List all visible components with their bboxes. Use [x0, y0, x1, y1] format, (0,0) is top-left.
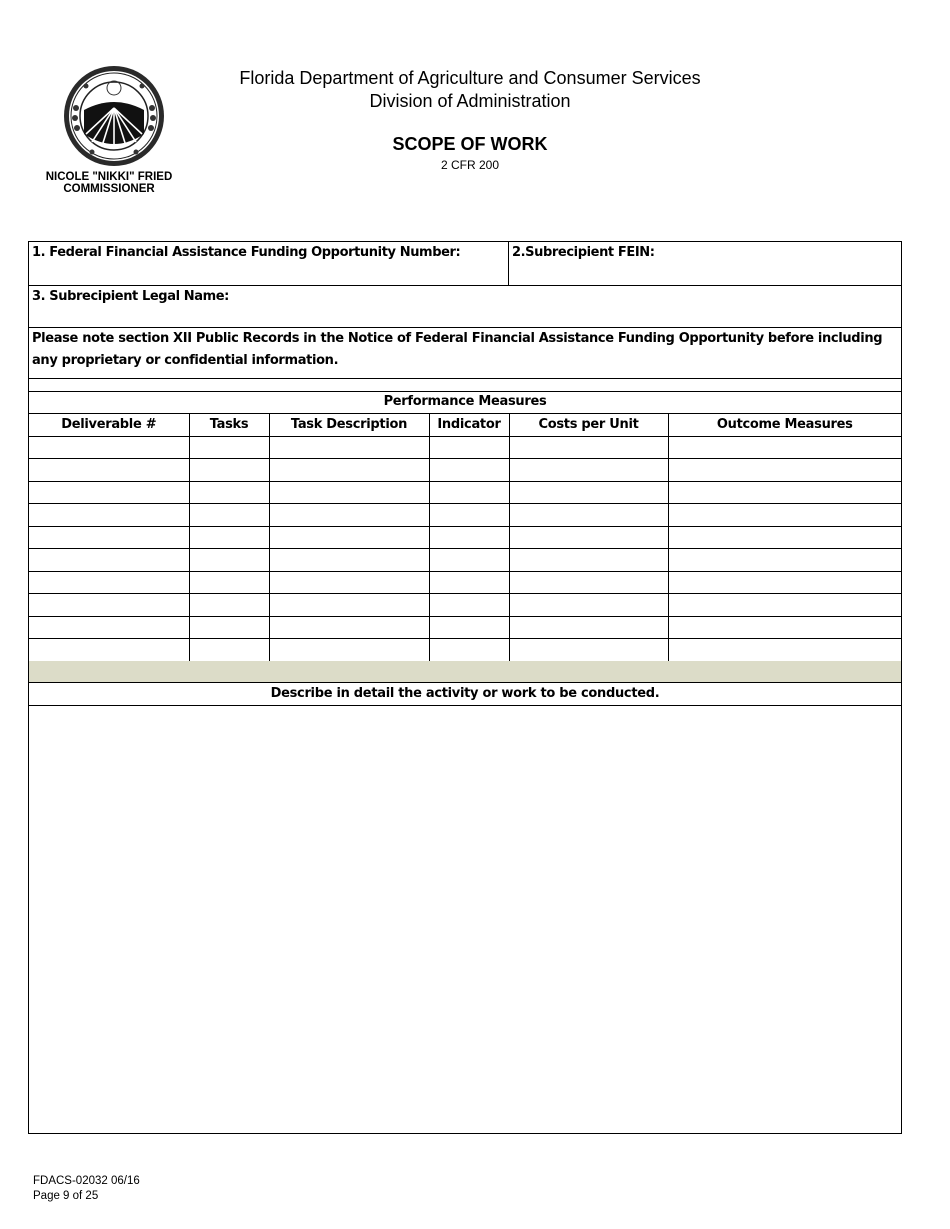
table-cell[interactable]	[29, 481, 189, 504]
table-cell[interactable]	[189, 594, 269, 617]
table-cell[interactable]	[668, 549, 901, 572]
performance-measures-body	[29, 436, 901, 661]
table-cell[interactable]	[668, 571, 901, 594]
table-row	[29, 594, 901, 617]
table-cell[interactable]	[269, 481, 429, 504]
form-row-note	[29, 328, 901, 379]
table-cell[interactable]	[29, 616, 189, 639]
table-cell[interactable]	[29, 459, 189, 482]
describe-activity-label: Describe in detail the activity or work to be conducted.	[29, 683, 901, 706]
table-cell[interactable]	[189, 549, 269, 572]
table-cell[interactable]	[429, 504, 509, 527]
column-header-task-description: Task Description	[269, 414, 429, 437]
table-cell[interactable]	[269, 549, 429, 572]
table-cell[interactable]	[509, 436, 668, 459]
table-cell[interactable]	[668, 594, 901, 617]
table-cell[interactable]	[509, 616, 668, 639]
page-subtitle: 2 CFR 200	[440, 158, 500, 172]
table-cell[interactable]	[269, 436, 429, 459]
column-header-outcome-measures: Outcome Measures	[668, 414, 901, 437]
header-organization	[215, 67, 725, 113]
table-cell[interactable]	[668, 616, 901, 639]
table-cell[interactable]	[429, 481, 509, 504]
table-cell[interactable]	[509, 571, 668, 594]
table-cell[interactable]	[269, 594, 429, 617]
form-row-ids	[29, 242, 901, 286]
commissioner-title: COMMISSIONER	[63, 183, 155, 195]
subrecipient-legal-name-field[interactable]: 3. Subrecipient Legal Name:	[32, 289, 229, 304]
table-cell[interactable]	[269, 526, 429, 549]
table-cell[interactable]	[269, 504, 429, 527]
table-row	[29, 616, 901, 639]
organization-name: Florida Department of Agriculture and Consumer Services	[239, 68, 701, 88]
table-cell[interactable]	[429, 571, 509, 594]
table-cell[interactable]	[29, 594, 189, 617]
table-cell[interactable]	[29, 436, 189, 459]
table-cell[interactable]	[189, 639, 269, 662]
table-row	[29, 504, 901, 527]
table-cell[interactable]	[29, 549, 189, 572]
table-row	[29, 571, 901, 594]
table-row	[29, 526, 901, 549]
table-cell[interactable]	[509, 549, 668, 572]
table-cell[interactable]	[668, 526, 901, 549]
table-cell[interactable]	[269, 639, 429, 662]
table-cell[interactable]	[668, 436, 901, 459]
table-cell[interactable]	[29, 526, 189, 549]
column-divider	[508, 242, 509, 285]
page-title: SCOPE OF WORK	[392, 134, 548, 154]
column-header-costs-per-unit: Costs per Unit	[509, 414, 668, 437]
table-cell[interactable]	[668, 639, 901, 662]
table-header-row	[29, 414, 901, 437]
table-cell[interactable]	[429, 436, 509, 459]
public-records-note: Please note section XII Public Records in the Notice of Federal Financial Assistance Funding Opportunity before including any proprietary or confidential information.	[32, 331, 883, 368]
table-cell[interactable]	[189, 571, 269, 594]
table-cell[interactable]	[29, 571, 189, 594]
table-row	[29, 639, 901, 662]
table-cell[interactable]	[189, 436, 269, 459]
page-number: Page 9 of 25	[33, 1190, 99, 1202]
table-cell[interactable]	[429, 616, 509, 639]
table-cell[interactable]	[269, 616, 429, 639]
table-cell[interactable]	[189, 526, 269, 549]
table-cell[interactable]	[668, 504, 901, 527]
table-cell[interactable]	[429, 549, 509, 572]
column-header-indicator: Indicator	[429, 414, 509, 437]
table-cell[interactable]	[189, 459, 269, 482]
table-cell[interactable]	[189, 504, 269, 527]
table-cell[interactable]	[509, 459, 668, 482]
table-cell[interactable]	[509, 504, 668, 527]
table-cell[interactable]	[29, 504, 189, 527]
activity-description-area[interactable]	[29, 706, 901, 1133]
table-cell[interactable]	[509, 481, 668, 504]
table-cell[interactable]	[509, 526, 668, 549]
funding-opportunity-number-field[interactable]: 1. Federal Financial Assistance Funding Opportunity Number:	[32, 245, 461, 260]
scope-of-work-form	[28, 241, 902, 1134]
table-row	[29, 436, 901, 459]
form-row-legal-name	[29, 286, 901, 328]
table-cell[interactable]	[668, 459, 901, 482]
table-cell[interactable]	[269, 459, 429, 482]
table-cell[interactable]	[429, 594, 509, 617]
table-row	[29, 481, 901, 504]
table-row	[29, 459, 901, 482]
shaded-separator-row	[29, 661, 901, 683]
table-cell[interactable]	[189, 616, 269, 639]
commissioner-name: NICOLE "NIKKI" FRIED	[45, 171, 173, 183]
division-name: Division of Administration	[369, 91, 571, 111]
table-cell[interactable]	[429, 526, 509, 549]
table-cell[interactable]	[509, 594, 668, 617]
table-cell[interactable]	[429, 639, 509, 662]
table-cell[interactable]	[189, 481, 269, 504]
form-number: FDACS-02032 06/16	[33, 1175, 140, 1187]
divider	[29, 391, 901, 392]
table-cell[interactable]	[668, 481, 901, 504]
column-header-deliverable: Deliverable #	[29, 414, 189, 437]
subrecipient-fein-field[interactable]: 2.Subrecipient FEIN:	[512, 245, 655, 260]
state-seal-icon	[62, 64, 166, 168]
page-footer	[33, 1174, 140, 1204]
table-cell[interactable]	[509, 639, 668, 662]
commissioner-block	[28, 171, 190, 195]
table-row	[29, 549, 901, 572]
column-header-tasks: Tasks	[189, 414, 269, 437]
performance-measures-title: Performance Measures	[383, 394, 547, 409]
table-cell[interactable]	[269, 571, 429, 594]
performance-measures-table	[29, 413, 901, 662]
table-cell[interactable]	[429, 459, 509, 482]
table-cell[interactable]	[29, 639, 189, 662]
